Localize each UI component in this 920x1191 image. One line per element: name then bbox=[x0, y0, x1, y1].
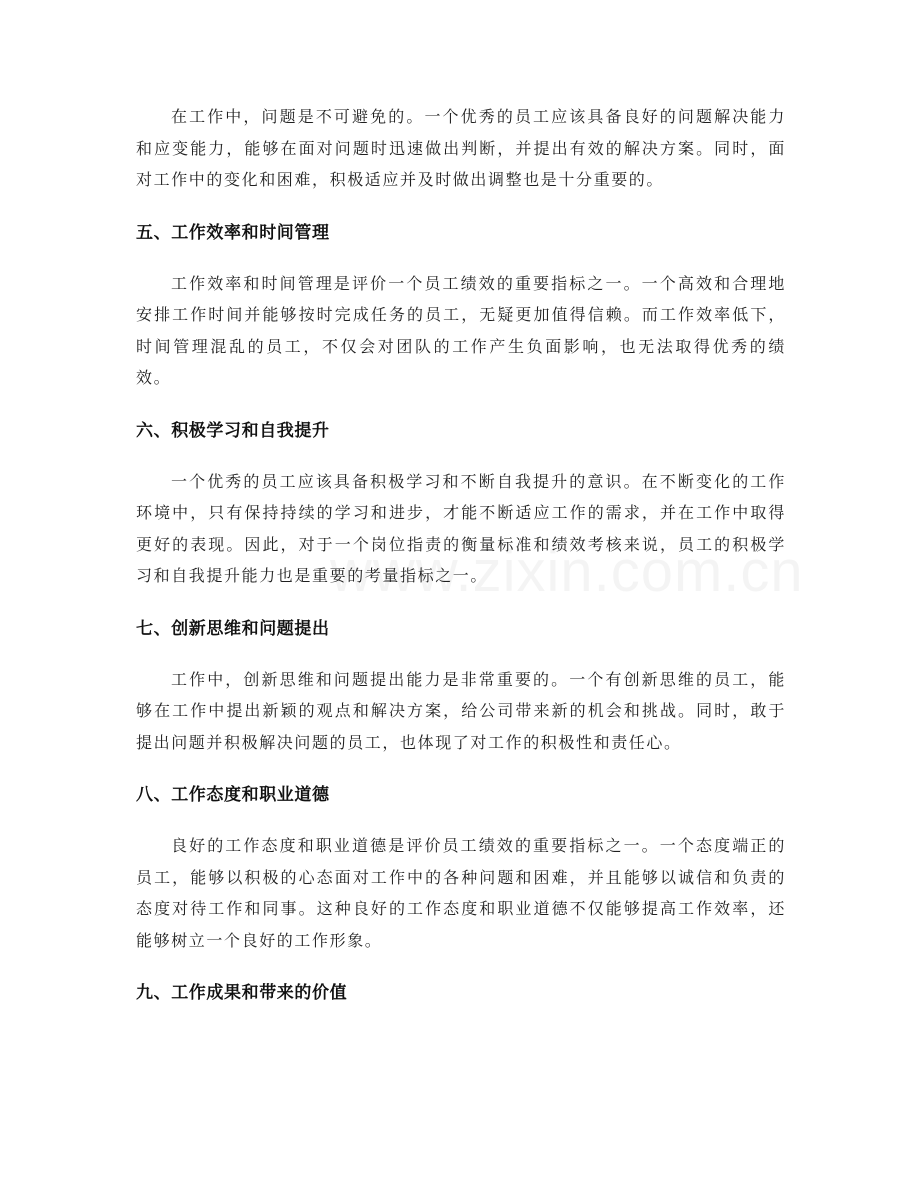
heading-learning: 六、积极学习和自我提升 bbox=[136, 420, 330, 441]
heading-innovation: 七、创新思维和问题提出 bbox=[136, 618, 330, 639]
heading-results-value: 九、工作成果和带来的价值 bbox=[136, 983, 348, 1003]
paragraph-learning: 一个优秀的员工应该具备积极学习和不断自我提升的意识。在不断变化的工作环境中，只有保持持续的学习和进步，才能不断适应工作的需求，并在工作中取得更好的表现。因此，对于一个岗位指责的衡量标准和绩效考核来说，员工的积极学习和自我提升能力也是重要的考量指标之一。 bbox=[136, 471, 786, 585]
paragraph-efficiency-time: 工作效率和时间管理是评价一个员工绩效的重要指标之一。一个高效和合理地安排工作时间并能够按时完成任务的员工，无疑更加值得信赖。而工作效率低下，时间管理混乱的员工，不仅会对团队的工作产生负面影响，也无法取得优秀的绩效。 bbox=[136, 273, 786, 387]
heading-attitude-ethics: 八、工作态度和职业道德 bbox=[136, 785, 330, 805]
paragraph-problem-solving: 在工作中，问题是不可避免的。一个优秀的员工应该具备良好的问题解决能力和应变能力，能够在面对问题时迅速做出判断，并提出有效的解决方案。同时，面对工作中的变化和困难，积极适应并及时做出调整也是十分重要的。 bbox=[136, 107, 786, 189]
heading-efficiency-time: 五、工作效率和时间管理 bbox=[136, 222, 330, 243]
paragraph-attitude-ethics: 良好的工作态度和职业道德是评价员工绩效的重要指标之一。一个态度端正的员工，能够以积极的心态面对工作中的各种问题和困难，并且能够以诚信和负责的态度对待工作和同事。这种良好的工作态度和职业道德不仅能够提高工作效率，还能够树立一个良好的工作形象。 bbox=[136, 836, 786, 950]
document-body bbox=[136, 101, 786, 1006]
paragraph-innovation: 工作中，创新思维和问题提出能力是非常重要的。一个有创新思维的员工，能够在工作中提出新颖的观点和解决方案，给公司带来新的机会和挑战。同时，敢于提出问题并积极解决问题的员工，也体现了对工作的积极性和责任心。 bbox=[136, 669, 786, 752]
